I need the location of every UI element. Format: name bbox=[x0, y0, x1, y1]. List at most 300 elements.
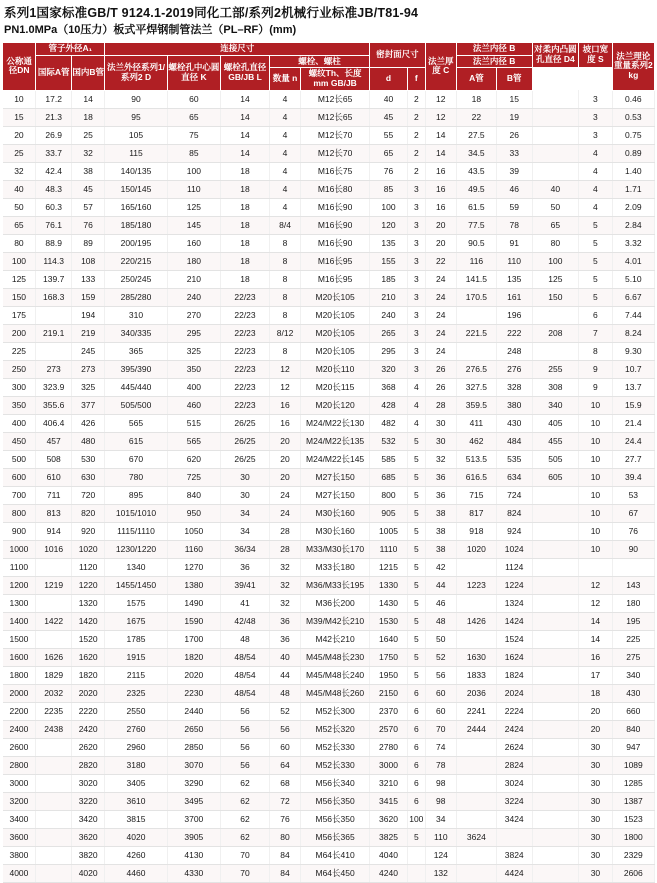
table-cell: 660 bbox=[612, 702, 654, 720]
table-cell: 42/48 bbox=[221, 612, 270, 630]
table-cell: 1590 bbox=[167, 612, 220, 630]
table-cell: 50 bbox=[425, 630, 456, 648]
table-cell: 5 bbox=[407, 576, 425, 594]
th-flange-thickness: 法兰厚度 C bbox=[425, 42, 456, 90]
table-cell: 56 bbox=[221, 702, 270, 720]
table-cell: 10.7 bbox=[612, 360, 654, 378]
table-cell: 76 bbox=[370, 162, 408, 180]
table-row bbox=[3, 360, 655, 378]
table-cell: 36 bbox=[425, 486, 456, 504]
table-cell: 56 bbox=[221, 756, 270, 774]
table-cell: 16 bbox=[425, 162, 456, 180]
table-cell: 1600 bbox=[3, 648, 36, 666]
table-cell bbox=[532, 540, 579, 558]
table-cell: 44 bbox=[425, 576, 456, 594]
table-cell: 219 bbox=[71, 324, 104, 342]
table-cell: 46 bbox=[496, 180, 532, 198]
table-row bbox=[3, 306, 655, 324]
table-cell: 1324 bbox=[496, 594, 532, 612]
table-cell: 2000 bbox=[3, 684, 36, 702]
table-cell: 60 bbox=[269, 738, 300, 756]
table-cell: M56长340 bbox=[301, 774, 370, 792]
table-cell: 5 bbox=[407, 558, 425, 576]
table-cell: 2760 bbox=[105, 720, 167, 738]
table-cell: 65 bbox=[532, 216, 579, 234]
table-cell: 3 bbox=[407, 288, 425, 306]
table-cell: 195 bbox=[612, 612, 654, 630]
table-cell: 40 bbox=[532, 180, 579, 198]
table-cell: 2570 bbox=[370, 720, 408, 738]
table-cell: 1400 bbox=[3, 612, 36, 630]
table-cell: 813 bbox=[36, 504, 72, 522]
table-cell: 5 bbox=[407, 432, 425, 450]
table-cell bbox=[532, 522, 579, 540]
table-cell: M20长105 bbox=[301, 324, 370, 342]
table-cell: 14 bbox=[221, 108, 270, 126]
table-cell: 505/500 bbox=[105, 396, 167, 414]
th-flange-id-b: B管 bbox=[496, 68, 532, 91]
table-cell: 1015/1010 bbox=[105, 504, 167, 522]
table-cell: 1110 bbox=[370, 540, 408, 558]
table-cell: 2032 bbox=[36, 684, 72, 702]
table-row bbox=[3, 738, 655, 756]
table-cell: 2020 bbox=[167, 666, 220, 684]
table-cell: 28 bbox=[425, 396, 456, 414]
table-cell: 3000 bbox=[370, 756, 408, 774]
table-cell: 20 bbox=[3, 126, 36, 144]
table-cell bbox=[532, 594, 579, 612]
table-cell: 377 bbox=[71, 396, 104, 414]
table-cell bbox=[532, 126, 579, 144]
th-bolt-count: 数量 n bbox=[269, 68, 300, 91]
table-cell: 1.71 bbox=[612, 180, 654, 198]
table-cell bbox=[407, 864, 425, 882]
table-row bbox=[3, 774, 655, 792]
table-cell: 327.5 bbox=[456, 378, 496, 396]
table-cell: 30 bbox=[425, 432, 456, 450]
table-cell: 2850 bbox=[167, 738, 220, 756]
table-cell: 8 bbox=[269, 252, 300, 270]
table-cell bbox=[456, 756, 496, 774]
table-cell: 170.5 bbox=[456, 288, 496, 306]
table-cell: 32 bbox=[269, 576, 300, 594]
table-cell: 48 bbox=[221, 630, 270, 648]
table-cell: 180 bbox=[167, 252, 220, 270]
table-cell: 1750 bbox=[370, 648, 408, 666]
table-cell: 150 bbox=[3, 288, 36, 306]
table-body bbox=[3, 90, 655, 882]
table-cell: M33长180 bbox=[301, 558, 370, 576]
table-cell: 4 bbox=[407, 378, 425, 396]
table-cell: 60.3 bbox=[36, 198, 72, 216]
table-cell: 9.30 bbox=[612, 342, 654, 360]
table-row bbox=[3, 504, 655, 522]
table-cell: 685 bbox=[370, 468, 408, 486]
table-cell: 55 bbox=[370, 126, 408, 144]
table-cell: 150/145 bbox=[105, 180, 167, 198]
table-cell: 6 bbox=[407, 720, 425, 738]
table-cell: 17.2 bbox=[36, 90, 72, 108]
table-cell: 5 bbox=[579, 234, 612, 252]
table-cell: 2606 bbox=[612, 864, 654, 882]
table-cell: 2650 bbox=[167, 720, 220, 738]
table-cell: 3620 bbox=[370, 810, 408, 828]
table-cell: 22 bbox=[456, 108, 496, 126]
table-row bbox=[3, 126, 655, 144]
table-cell: 500 bbox=[3, 450, 36, 468]
table-row bbox=[3, 522, 655, 540]
table-cell: M36/M33长195 bbox=[301, 576, 370, 594]
table-cell: 400 bbox=[167, 378, 220, 396]
table-cell: 39 bbox=[496, 162, 532, 180]
table-cell: 1340 bbox=[105, 558, 167, 576]
table-cell: 1430 bbox=[370, 594, 408, 612]
table-cell bbox=[532, 342, 579, 360]
table-cell: 150 bbox=[532, 288, 579, 306]
table-cell: M20长105 bbox=[301, 342, 370, 360]
table-cell: 3 bbox=[407, 342, 425, 360]
table-cell: 1530 bbox=[370, 612, 408, 630]
table-cell: 1124 bbox=[496, 558, 532, 576]
table-cell: M30长160 bbox=[301, 522, 370, 540]
table-cell: 60 bbox=[425, 702, 456, 720]
table-cell: 20 bbox=[269, 468, 300, 486]
table-cell: 22/23 bbox=[221, 360, 270, 378]
table-cell: 12 bbox=[579, 576, 612, 594]
th-bolt-hole: 螺栓孔直径GB/JB L bbox=[221, 55, 270, 90]
table-cell: 139.7 bbox=[36, 270, 72, 288]
table-cell: 9 bbox=[579, 378, 612, 396]
table-cell bbox=[456, 864, 496, 882]
table-cell: 1620 bbox=[71, 648, 104, 666]
table-cell: 10 bbox=[579, 432, 612, 450]
table-cell: 80 bbox=[3, 234, 36, 252]
table-cell: 0.89 bbox=[612, 144, 654, 162]
table-row bbox=[3, 450, 655, 468]
table-cell: 95 bbox=[105, 108, 167, 126]
table-cell: 42.4 bbox=[36, 162, 72, 180]
table-cell: 22/23 bbox=[221, 306, 270, 324]
table-cell: 365 bbox=[105, 342, 167, 360]
table-cell: 3290 bbox=[167, 774, 220, 792]
table-cell: 20 bbox=[425, 216, 456, 234]
table-cell: 68 bbox=[269, 774, 300, 792]
table-cell: 6 bbox=[407, 774, 425, 792]
table-cell: 1490 bbox=[167, 594, 220, 612]
table-cell: 67 bbox=[612, 504, 654, 522]
table-cell: 8 bbox=[269, 270, 300, 288]
table-cell: 3 bbox=[407, 180, 425, 198]
table-cell: 160 bbox=[167, 234, 220, 252]
table-cell: 9 bbox=[579, 360, 612, 378]
table-cell: 3220 bbox=[71, 792, 104, 810]
table-cell: 1219 bbox=[36, 576, 72, 594]
table-cell bbox=[532, 612, 579, 630]
table-cell: M20长105 bbox=[301, 288, 370, 306]
table-cell: 670 bbox=[105, 450, 167, 468]
table-cell: 3624 bbox=[456, 828, 496, 846]
table-cell: 110 bbox=[167, 180, 220, 198]
table-cell: 8 bbox=[579, 342, 612, 360]
table-cell: 308 bbox=[532, 378, 579, 396]
table-cell: 43.5 bbox=[456, 162, 496, 180]
table-row bbox=[3, 576, 655, 594]
table-cell: 7 bbox=[579, 324, 612, 342]
table-cell: 8 bbox=[269, 288, 300, 306]
table-cell: 225 bbox=[3, 342, 36, 360]
table-cell: 56 bbox=[221, 720, 270, 738]
table-cell: 2115 bbox=[105, 666, 167, 684]
table-cell: 10 bbox=[579, 486, 612, 504]
table-cell: 3600 bbox=[3, 828, 36, 846]
table-cell: 100 bbox=[532, 252, 579, 270]
table-cell bbox=[532, 144, 579, 162]
table-cell: 16 bbox=[579, 648, 612, 666]
table-cell: 45 bbox=[71, 180, 104, 198]
table-cell: 1833 bbox=[456, 666, 496, 684]
table-cell: 161 bbox=[496, 288, 532, 306]
table-cell: 724 bbox=[496, 486, 532, 504]
table-cell: 1230/1220 bbox=[105, 540, 167, 558]
table-cell: 325 bbox=[167, 342, 220, 360]
table-cell: 18 bbox=[221, 234, 270, 252]
table-cell: 4424 bbox=[496, 864, 532, 882]
table-cell: 565 bbox=[167, 432, 220, 450]
table-row bbox=[3, 162, 655, 180]
table-cell: 1820 bbox=[167, 648, 220, 666]
table-cell: 32 bbox=[425, 450, 456, 468]
table-cell: 39.4 bbox=[612, 468, 654, 486]
table-cell: 20 bbox=[579, 720, 612, 738]
table-cell: 26 bbox=[496, 126, 532, 144]
table-cell: 56 bbox=[221, 738, 270, 756]
table-cell: 4 bbox=[579, 162, 612, 180]
table-cell: 20 bbox=[425, 234, 456, 252]
table-cell: 26/25 bbox=[221, 432, 270, 450]
table-cell: 273 bbox=[36, 360, 72, 378]
table-cell: M45/M48长240 bbox=[301, 666, 370, 684]
table-cell: 38 bbox=[425, 504, 456, 522]
th-flange-od: 法兰外径系列1/系列2 D bbox=[105, 55, 167, 90]
table-cell: 1050 bbox=[167, 522, 220, 540]
table-cell: 395/390 bbox=[105, 360, 167, 378]
table-cell: 33 bbox=[496, 144, 532, 162]
table-cell: 1120 bbox=[71, 558, 104, 576]
table-cell: 8 bbox=[269, 234, 300, 252]
table-cell: M27长150 bbox=[301, 468, 370, 486]
table-cell: 4130 bbox=[167, 846, 220, 864]
th-flange-id-a: A管 bbox=[456, 68, 496, 91]
table-cell bbox=[36, 342, 72, 360]
table-cell: M16长90 bbox=[301, 198, 370, 216]
table-cell: 3800 bbox=[3, 846, 36, 864]
table-cell: 100 bbox=[3, 252, 36, 270]
table-cell: 634 bbox=[496, 468, 532, 486]
table-cell: 64 bbox=[269, 756, 300, 774]
table-cell: 4260 bbox=[105, 846, 167, 864]
table-cell: M52长320 bbox=[301, 720, 370, 738]
table-cell bbox=[532, 792, 579, 810]
table-cell: 2230 bbox=[167, 684, 220, 702]
table-row bbox=[3, 666, 655, 684]
table-cell: 15.9 bbox=[612, 396, 654, 414]
table-cell: 8/4 bbox=[269, 216, 300, 234]
table-cell: 1915 bbox=[105, 648, 167, 666]
table-row bbox=[3, 558, 655, 576]
table-cell: M56长350 bbox=[301, 792, 370, 810]
table-cell bbox=[532, 162, 579, 180]
table-cell: 98 bbox=[425, 774, 456, 792]
table-cell: 3000 bbox=[3, 774, 36, 792]
table-cell: 39/41 bbox=[221, 576, 270, 594]
th-pipe-a: 国际A管 bbox=[36, 55, 72, 90]
table-cell: 1160 bbox=[167, 540, 220, 558]
table-cell: 132 bbox=[425, 864, 456, 882]
table-cell: 26 bbox=[425, 378, 456, 396]
table-cell bbox=[532, 702, 579, 720]
table-cell: 16 bbox=[269, 414, 300, 432]
table-cell: 15 bbox=[496, 90, 532, 108]
table-cell: 16 bbox=[425, 180, 456, 198]
table-cell bbox=[579, 558, 612, 576]
table-cell: 3610 bbox=[105, 792, 167, 810]
table-cell: M45/M48长260 bbox=[301, 684, 370, 702]
table-cell: 3.32 bbox=[612, 234, 654, 252]
table-cell: 430 bbox=[496, 414, 532, 432]
table-cell: 38 bbox=[425, 540, 456, 558]
table-cell: 26.9 bbox=[36, 126, 72, 144]
table-cell: 200/195 bbox=[105, 234, 167, 252]
table-cell: M24/M22长145 bbox=[301, 450, 370, 468]
table-cell: 4040 bbox=[370, 846, 408, 864]
table-cell: 380 bbox=[496, 396, 532, 414]
table-cell: 50 bbox=[3, 198, 36, 216]
table-cell: 947 bbox=[612, 738, 654, 756]
table-row bbox=[3, 468, 655, 486]
table-cell: 49.5 bbox=[456, 180, 496, 198]
table-cell: 2620 bbox=[71, 738, 104, 756]
th-pipe-b: 国内B管 bbox=[71, 55, 104, 90]
table-cell: 4 bbox=[269, 90, 300, 108]
table-cell: M39/M42长210 bbox=[301, 612, 370, 630]
table-cell: 65 bbox=[370, 144, 408, 162]
table-cell: 5 bbox=[407, 540, 425, 558]
table-cell: 20 bbox=[579, 702, 612, 720]
table-cell: M64长410 bbox=[301, 846, 370, 864]
table-cell: M36长200 bbox=[301, 594, 370, 612]
table-cell: 30 bbox=[579, 810, 612, 828]
table-cell: 2824 bbox=[496, 756, 532, 774]
table-cell: 78 bbox=[425, 756, 456, 774]
table-cell: 895 bbox=[105, 486, 167, 504]
th-seal: 密封面尺寸 bbox=[370, 42, 426, 68]
table-cell: 4460 bbox=[105, 864, 167, 882]
table-cell: 200 bbox=[3, 324, 36, 342]
table-row bbox=[3, 702, 655, 720]
table-cell: 2235 bbox=[36, 702, 72, 720]
table-cell: 820 bbox=[71, 504, 104, 522]
table-cell: 48/54 bbox=[221, 648, 270, 666]
table-cell: 245 bbox=[71, 342, 104, 360]
table-cell: 65 bbox=[167, 108, 220, 126]
table-cell: 1700 bbox=[167, 630, 220, 648]
table-cell: 5 bbox=[407, 594, 425, 612]
table-cell: 1089 bbox=[612, 756, 654, 774]
table-cell: 12 bbox=[269, 360, 300, 378]
table-cell: 36 bbox=[269, 612, 300, 630]
table-cell: 18 bbox=[221, 252, 270, 270]
table-cell: M45/M48长230 bbox=[301, 648, 370, 666]
table-cell: 125 bbox=[3, 270, 36, 288]
table-cell: 3815 bbox=[105, 810, 167, 828]
table-cell: 725 bbox=[167, 468, 220, 486]
th-bolt-circle: 螺栓孔中心圆直径 K bbox=[167, 55, 220, 90]
table-cell bbox=[36, 738, 72, 756]
table-cell: 24 bbox=[269, 486, 300, 504]
table-cell: 76.1 bbox=[36, 216, 72, 234]
table-cell: 1215 bbox=[370, 558, 408, 576]
table-cell: 3824 bbox=[496, 846, 532, 864]
table-cell: 75 bbox=[167, 126, 220, 144]
table-cell: 10 bbox=[579, 414, 612, 432]
table-cell bbox=[456, 810, 496, 828]
table-cell: 41 bbox=[221, 594, 270, 612]
table-cell: 2020 bbox=[71, 684, 104, 702]
table-cell: 61.5 bbox=[456, 198, 496, 216]
table-cell: 2 bbox=[407, 144, 425, 162]
table-cell: 295 bbox=[167, 324, 220, 342]
table-cell: 85 bbox=[167, 144, 220, 162]
table-cell: 5 bbox=[579, 252, 612, 270]
table-cell: 24 bbox=[425, 288, 456, 306]
table-cell bbox=[532, 684, 579, 702]
table-cell: 4330 bbox=[167, 864, 220, 882]
table-cell: 700 bbox=[3, 486, 36, 504]
table-cell: 1270 bbox=[167, 558, 220, 576]
table-cell: 175 bbox=[3, 306, 36, 324]
th-boss-diameter: 对柔内凸圆孔直径 D4 bbox=[532, 42, 579, 68]
table-cell: 615 bbox=[105, 432, 167, 450]
table-cell: 76 bbox=[612, 522, 654, 540]
table-cell: 10 bbox=[579, 540, 612, 558]
table-cell: 1000 bbox=[3, 540, 36, 558]
table-cell: M24/M22长135 bbox=[301, 432, 370, 450]
table-cell: 1950 bbox=[370, 666, 408, 684]
table-cell: 165/160 bbox=[105, 198, 167, 216]
table-cell: 715 bbox=[456, 486, 496, 504]
table-cell: 3420 bbox=[71, 810, 104, 828]
table-cell: 1020 bbox=[456, 540, 496, 558]
table-cell bbox=[496, 828, 532, 846]
table-row bbox=[3, 216, 655, 234]
table-cell: 905 bbox=[370, 504, 408, 522]
table-cell: 80 bbox=[269, 828, 300, 846]
table-cell: 3 bbox=[579, 126, 612, 144]
table-cell: 1422 bbox=[36, 612, 72, 630]
table-cell bbox=[532, 720, 579, 738]
table-cell: 225 bbox=[612, 630, 654, 648]
table-cell: 2420 bbox=[71, 720, 104, 738]
table-cell: 1387 bbox=[612, 792, 654, 810]
table-cell: 185 bbox=[370, 270, 408, 288]
table-row bbox=[3, 396, 655, 414]
table-cell: 210 bbox=[370, 288, 408, 306]
table-cell bbox=[36, 828, 72, 846]
table-cell: 2780 bbox=[370, 738, 408, 756]
table-cell: 840 bbox=[612, 720, 654, 738]
table-cell: 1100 bbox=[3, 558, 36, 576]
page-title: 系列1国家标准GB/T 9124.1-2019同化工部/系列2机械行业标准JB/T81-94 bbox=[4, 6, 419, 20]
